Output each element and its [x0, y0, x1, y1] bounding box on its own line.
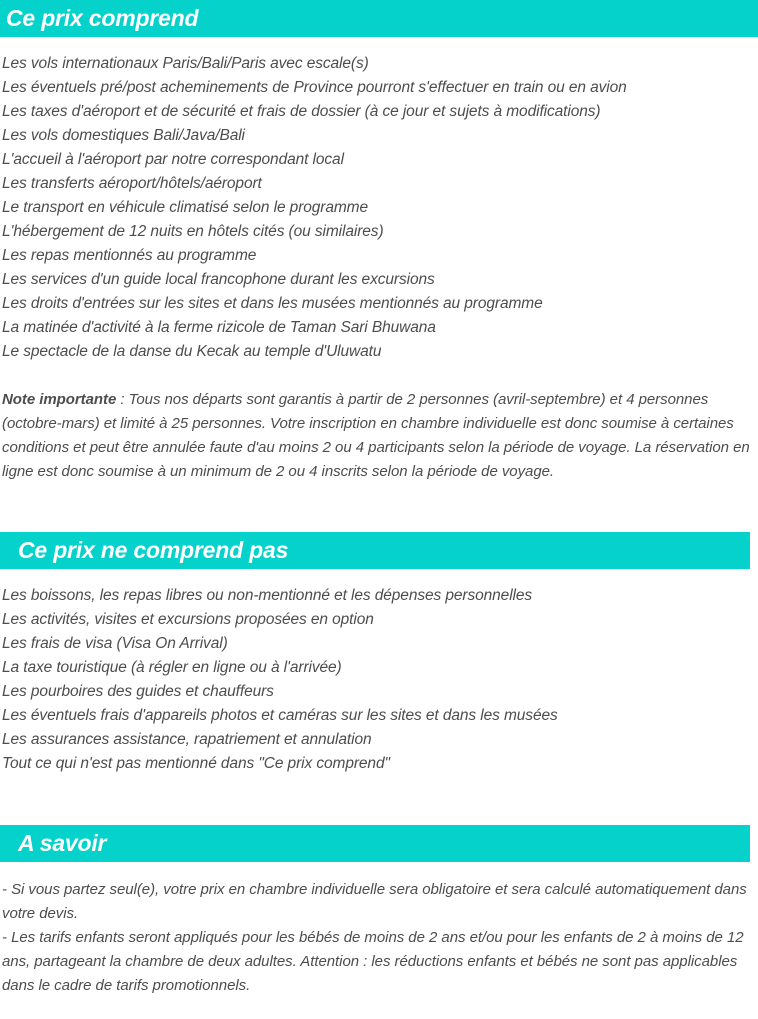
good-to-know-paragraph: - Si vous partez seul(e), votre prix en chambre individuelle sera obligatoire et sera calculé automatiquement dans votre devis.	[2, 881, 747, 922]
spacer-before-note	[2, 364, 754, 388]
section-body-not-included	[0, 584, 758, 776]
section-heading-good-to-know: A savoir	[0, 825, 750, 862]
spacer-after-not-included	[0, 776, 758, 825]
spacer-after-heading-good-to-know	[0, 862, 758, 878]
list-item: Les assurances assistance, rapatriement et annulation	[2, 731, 372, 748]
list-item: Les transferts aéroport/hôtels/aéroport	[2, 175, 262, 192]
section-heading-not-included: Ce prix ne comprend pas	[0, 532, 750, 569]
spacer-after-heading-not-included	[0, 569, 758, 584]
list-item: Les vols internationaux Paris/Bali/Paris avec escale(s)	[2, 55, 369, 72]
spacer-after-heading-included	[0, 37, 758, 52]
list-item: Les pourboires des guides et chauffeurs	[2, 683, 274, 700]
list-item: Les services d'un guide local francophone durant les excursions	[2, 271, 435, 288]
list-item: Le transport en véhicule climatisé selon le programme	[2, 199, 369, 216]
list-item: Les taxes d'aéroport et de sécurité et frais de dossier (à ce jour et sujets à modifications)	[2, 103, 601, 120]
list-item: Le spectacle de la danse du Kecak au temple d'Uluwatu	[2, 343, 382, 360]
important-note	[2, 388, 758, 484]
list-item: L'hébergement de 12 nuits en hôtels cités (ou similaires)	[2, 223, 384, 240]
list-item: Les droits d'entrées sur les sites et dans les musées mentionnés au programme	[2, 295, 543, 312]
important-note-label: Note importante	[2, 391, 117, 408]
section-body-good-to-know	[0, 878, 758, 998]
list-item: La taxe touristique (à régler en ligne ou à l'arrivée)	[2, 659, 342, 676]
list-item: La matinée d'activité à la ferme rizicole de Taman Sari Bhuwana	[2, 319, 436, 336]
spacer-after-note	[0, 484, 758, 532]
list-item: L'accueil à l'aéroport par notre correspondant local	[2, 151, 344, 168]
list-item: Les éventuels pré/post acheminements de Province pourront s'effectuer en train ou en avion	[2, 79, 627, 96]
list-item: Les activités, visites et excursions proposées en option	[2, 611, 374, 628]
section-body-included	[0, 52, 758, 484]
good-to-know-paragraph: - Les tarifs enfants seront appliqués pour les bébés de moins de 2 ans et/ou pour les enfants de 2 à moins de 12 ans, partageant la chambre de deux adultes. Attention : les réductions enfants et bébés ne sont pas applicables dans le cadre de tarifs promotionnels.	[2, 929, 744, 994]
list-item: Les vols domestiques Bali/Java/Bali	[2, 127, 245, 144]
list-item: Tout ce qui n'est pas mentionné dans "Ce prix comprend"	[2, 755, 390, 772]
important-note-text: : Tous nos départs sont garantis à partir de 2 personnes (avril-septembre) et 4 personnes (octobre-mars) et limité à 25 personnes. Votre inscription en chambre individuelle est donc soumise à certaines conditions et peut être annulée faute d'au moins 2 ou 4 participants selon la période de voyage. La réservation en ligne est donc soumise à un minimum de 2 ou 4 inscrits selon la période de voyage.	[2, 391, 750, 480]
list-item: Les repas mentionnés au programme	[2, 247, 257, 264]
section-heading-included: Ce prix comprend	[0, 0, 758, 37]
list-item: Les éventuels frais d'appareils photos et caméras sur les sites et dans les musées	[2, 707, 558, 724]
list-item: Les frais de visa (Visa On Arrival)	[2, 635, 228, 652]
list-item: Les boissons, les repas libres ou non-mentionné et les dépenses personnelles	[2, 587, 533, 604]
